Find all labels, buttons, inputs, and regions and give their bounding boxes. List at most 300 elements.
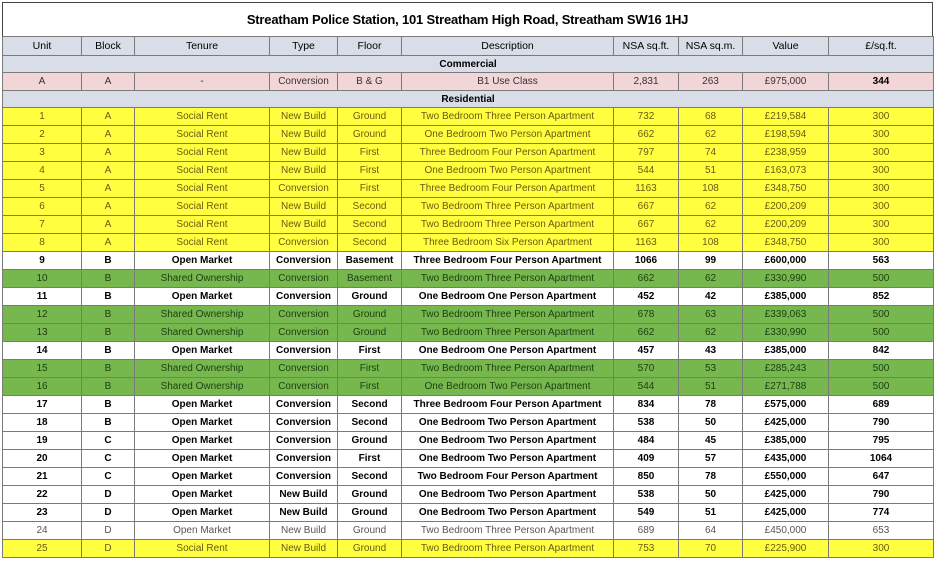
- cell-nsa-sqft: 834: [614, 396, 679, 414]
- cell-block: B: [82, 306, 135, 324]
- cell-tenure: Social Rent: [135, 108, 270, 126]
- cell-floor: First: [338, 450, 402, 468]
- table-row: [3, 234, 934, 252]
- cell-block: B: [82, 414, 135, 432]
- cell-unit: 3: [3, 144, 82, 162]
- cell-description: Three Bedroom Four Person Apartment: [402, 180, 614, 198]
- cell-nsa-sqft: 662: [614, 324, 679, 342]
- cell-value: £575,000: [743, 396, 829, 414]
- cell-nsa-sqm: 108: [679, 180, 743, 198]
- cell-description: One Bedroom Two Person Apartment: [402, 504, 614, 522]
- cell-tenure: Social Rent: [135, 198, 270, 216]
- cell-type: Conversion: [270, 450, 338, 468]
- cell-floor: First: [338, 378, 402, 396]
- cell-nsa-sqm: 45: [679, 432, 743, 450]
- table-row: [3, 126, 934, 144]
- table-row: [3, 180, 934, 198]
- cell-price-per-sqft: 563: [829, 252, 934, 270]
- cell-price-per-sqft: 300: [829, 108, 934, 126]
- cell-value: £163,073: [743, 162, 829, 180]
- cell-floor: Basement: [338, 252, 402, 270]
- cell-floor: First: [338, 360, 402, 378]
- cell-floor: Ground: [338, 108, 402, 126]
- cell-floor: Ground: [338, 288, 402, 306]
- cell-nsa-sqm: 68: [679, 108, 743, 126]
- cell-price-per-sqft: 842: [829, 342, 934, 360]
- cell-description: Three Bedroom Four Person Apartment: [402, 396, 614, 414]
- cell-nsa-sqm: 263: [679, 73, 743, 91]
- table-row: [3, 270, 934, 288]
- cell-value: £330,990: [743, 270, 829, 288]
- cell-unit: 15: [3, 360, 82, 378]
- cell-tenure: Open Market: [135, 342, 270, 360]
- col-header-description: Description: [402, 37, 614, 56]
- cell-nsa-sqm: 108: [679, 234, 743, 252]
- table-row: [3, 468, 934, 486]
- table-row: [3, 198, 934, 216]
- cell-unit: 17: [3, 396, 82, 414]
- cell-type: New Build: [270, 216, 338, 234]
- cell-unit: 6: [3, 198, 82, 216]
- cell-tenure: Social Rent: [135, 144, 270, 162]
- cell-unit: 1: [3, 108, 82, 126]
- schedule-table: [2, 36, 934, 558]
- cell-description: Three Bedroom Four Person Apartment: [402, 252, 614, 270]
- cell-description: Two Bedroom Three Person Apartment: [402, 306, 614, 324]
- cell-nsa-sqm: 50: [679, 414, 743, 432]
- table-row: [3, 504, 934, 522]
- cell-block: A: [82, 73, 135, 91]
- cell-unit: 19: [3, 432, 82, 450]
- cell-description: Two Bedroom Three Person Apartment: [402, 216, 614, 234]
- cell-tenure: Open Market: [135, 468, 270, 486]
- cell-value: £219,584: [743, 108, 829, 126]
- cell-type: New Build: [270, 522, 338, 540]
- cell-floor: Ground: [338, 432, 402, 450]
- table-row: [3, 522, 934, 540]
- cell-description: Two Bedroom Three Person Apartment: [402, 324, 614, 342]
- cell-unit: 22: [3, 486, 82, 504]
- cell-block: A: [82, 108, 135, 126]
- cell-price-per-sqft: 300: [829, 144, 934, 162]
- cell-floor: Second: [338, 396, 402, 414]
- cell-floor: First: [338, 180, 402, 198]
- cell-block: A: [82, 198, 135, 216]
- valuation-schedule: [2, 2, 933, 558]
- cell-value: £225,900: [743, 540, 829, 558]
- col-header-block: Block: [82, 37, 135, 56]
- cell-tenure: Social Rent: [135, 180, 270, 198]
- cell-unit: 21: [3, 468, 82, 486]
- cell-block: A: [82, 216, 135, 234]
- cell-type: New Build: [270, 198, 338, 216]
- cell-floor: Ground: [338, 486, 402, 504]
- col-header-value: Value: [743, 37, 829, 56]
- cell-value: £385,000: [743, 432, 829, 450]
- cell-value: £330,990: [743, 324, 829, 342]
- cell-value: £385,000: [743, 288, 829, 306]
- cell-nsa-sqm: 74: [679, 144, 743, 162]
- cell-description: Two Bedroom Four Person Apartment: [402, 468, 614, 486]
- cell-price-per-sqft: 1064: [829, 450, 934, 468]
- cell-nsa-sqft: 570: [614, 360, 679, 378]
- cell-tenure: Shared Ownership: [135, 270, 270, 288]
- cell-price-per-sqft: 653: [829, 522, 934, 540]
- cell-type: Conversion: [270, 73, 338, 91]
- cell-value: £198,594: [743, 126, 829, 144]
- cell-unit: 14: [3, 342, 82, 360]
- cell-tenure: Open Market: [135, 522, 270, 540]
- cell-tenure: Open Market: [135, 432, 270, 450]
- cell-floor: Ground: [338, 522, 402, 540]
- cell-floor: Second: [338, 414, 402, 432]
- cell-nsa-sqm: 62: [679, 126, 743, 144]
- cell-price-per-sqft: 300: [829, 234, 934, 252]
- cell-price-per-sqft: 500: [829, 324, 934, 342]
- cell-description: One Bedroom Two Person Apartment: [402, 432, 614, 450]
- cell-price-per-sqft: 647: [829, 468, 934, 486]
- cell-price-per-sqft: 344: [829, 73, 934, 91]
- cell-unit: 24: [3, 522, 82, 540]
- cell-nsa-sqm: 51: [679, 162, 743, 180]
- cell-tenure: Shared Ownership: [135, 306, 270, 324]
- cell-floor: B & G: [338, 73, 402, 91]
- cell-value: £425,000: [743, 486, 829, 504]
- cell-value: £385,000: [743, 342, 829, 360]
- cell-type: New Build: [270, 162, 338, 180]
- cell-type: Conversion: [270, 288, 338, 306]
- cell-price-per-sqft: 500: [829, 306, 934, 324]
- cell-unit: A: [3, 73, 82, 91]
- cell-block: B: [82, 288, 135, 306]
- cell-value: £425,000: [743, 504, 829, 522]
- cell-value: £550,000: [743, 468, 829, 486]
- cell-type: Conversion: [270, 378, 338, 396]
- cell-floor: Basement: [338, 270, 402, 288]
- cell-nsa-sqft: 678: [614, 306, 679, 324]
- cell-block: B: [82, 324, 135, 342]
- cell-description: Two Bedroom Three Person Apartment: [402, 540, 614, 558]
- col-header-nsa-sqft: NSA sq.ft.: [614, 37, 679, 56]
- cell-description: Two Bedroom Three Person Apartment: [402, 522, 614, 540]
- cell-description: Two Bedroom Three Person Apartment: [402, 108, 614, 126]
- cell-description: One Bedroom Two Person Apartment: [402, 126, 614, 144]
- cell-nsa-sqft: 662: [614, 126, 679, 144]
- col-header-floor: Floor: [338, 37, 402, 56]
- cell-nsa-sqm: 78: [679, 468, 743, 486]
- cell-value: £348,750: [743, 180, 829, 198]
- cell-unit: 7: [3, 216, 82, 234]
- cell-type: Conversion: [270, 324, 338, 342]
- table-row: [3, 360, 934, 378]
- cell-floor: Second: [338, 216, 402, 234]
- cell-nsa-sqm: 63: [679, 306, 743, 324]
- cell-unit: 23: [3, 504, 82, 522]
- section-label: Residential: [3, 91, 934, 108]
- table-row: [3, 540, 934, 558]
- cell-type: Conversion: [270, 360, 338, 378]
- cell-floor: Ground: [338, 504, 402, 522]
- cell-value: £200,209: [743, 198, 829, 216]
- cell-price-per-sqft: 689: [829, 396, 934, 414]
- cell-description: One Bedroom One Person Apartment: [402, 288, 614, 306]
- cell-tenure: Shared Ownership: [135, 360, 270, 378]
- cell-price-per-sqft: 500: [829, 378, 934, 396]
- cell-description: B1 Use Class: [402, 73, 614, 91]
- cell-nsa-sqft: 662: [614, 270, 679, 288]
- cell-unit: 2: [3, 126, 82, 144]
- cell-tenure: Open Market: [135, 396, 270, 414]
- cell-tenure: Shared Ownership: [135, 324, 270, 342]
- cell-unit: 12: [3, 306, 82, 324]
- cell-unit: 5: [3, 180, 82, 198]
- cell-nsa-sqft: 753: [614, 540, 679, 558]
- table-row: [3, 414, 934, 432]
- col-header-nsa-sqm: NSA sq.m.: [679, 37, 743, 56]
- cell-value: £238,959: [743, 144, 829, 162]
- table-row: [3, 486, 934, 504]
- cell-floor: Second: [338, 198, 402, 216]
- cell-tenure: Open Market: [135, 288, 270, 306]
- table-row: [3, 73, 934, 91]
- cell-nsa-sqft: 1163: [614, 180, 679, 198]
- section-label: Commercial: [3, 56, 934, 73]
- section-residential: [3, 91, 934, 108]
- cell-tenure: Open Market: [135, 414, 270, 432]
- cell-nsa-sqm: 51: [679, 504, 743, 522]
- cell-description: Two Bedroom Three Person Apartment: [402, 360, 614, 378]
- cell-tenure: Shared Ownership: [135, 378, 270, 396]
- cell-type: Conversion: [270, 252, 338, 270]
- cell-block: D: [82, 522, 135, 540]
- cell-block: B: [82, 378, 135, 396]
- cell-nsa-sqm: 62: [679, 216, 743, 234]
- cell-block: C: [82, 468, 135, 486]
- cell-value: £425,000: [743, 414, 829, 432]
- cell-nsa-sqft: 452: [614, 288, 679, 306]
- cell-block: B: [82, 252, 135, 270]
- cell-type: New Build: [270, 504, 338, 522]
- cell-block: D: [82, 504, 135, 522]
- cell-value: £339,063: [743, 306, 829, 324]
- cell-nsa-sqft: 549: [614, 504, 679, 522]
- cell-block: C: [82, 432, 135, 450]
- cell-price-per-sqft: 300: [829, 216, 934, 234]
- table-row: [3, 324, 934, 342]
- cell-price-per-sqft: 300: [829, 540, 934, 558]
- cell-floor: First: [338, 144, 402, 162]
- cell-unit: 16: [3, 378, 82, 396]
- cell-description: One Bedroom Two Person Apartment: [402, 162, 614, 180]
- cell-floor: Ground: [338, 540, 402, 558]
- cell-type: New Build: [270, 108, 338, 126]
- cell-type: Conversion: [270, 306, 338, 324]
- table-row: [3, 144, 934, 162]
- cell-nsa-sqft: 1163: [614, 234, 679, 252]
- section-commercial: [3, 56, 934, 73]
- table-row: [3, 306, 934, 324]
- cell-price-per-sqft: 852: [829, 288, 934, 306]
- cell-unit: 25: [3, 540, 82, 558]
- cell-block: D: [82, 486, 135, 504]
- cell-nsa-sqm: 53: [679, 360, 743, 378]
- cell-nsa-sqft: 538: [614, 414, 679, 432]
- cell-nsa-sqm: 62: [679, 270, 743, 288]
- cell-block: B: [82, 360, 135, 378]
- cell-nsa-sqft: 1066: [614, 252, 679, 270]
- cell-tenure: Social Rent: [135, 126, 270, 144]
- cell-unit: 20: [3, 450, 82, 468]
- cell-price-per-sqft: 790: [829, 486, 934, 504]
- cell-nsa-sqft: 850: [614, 468, 679, 486]
- table-row: [3, 252, 934, 270]
- cell-nsa-sqft: 409: [614, 450, 679, 468]
- table-row: [3, 108, 934, 126]
- cell-description: Three Bedroom Four Person Apartment: [402, 144, 614, 162]
- cell-nsa-sqft: 2,831: [614, 73, 679, 91]
- cell-block: A: [82, 180, 135, 198]
- cell-value: £271,788: [743, 378, 829, 396]
- col-header-price-per-sqft: £/sq.ft.: [829, 37, 934, 56]
- cell-nsa-sqft: 689: [614, 522, 679, 540]
- col-header-tenure: Tenure: [135, 37, 270, 56]
- cell-price-per-sqft: 300: [829, 198, 934, 216]
- cell-floor: First: [338, 342, 402, 360]
- cell-nsa-sqm: 51: [679, 378, 743, 396]
- cell-description: One Bedroom Two Person Apartment: [402, 486, 614, 504]
- table-row: [3, 288, 934, 306]
- cell-block: A: [82, 144, 135, 162]
- cell-description: One Bedroom Two Person Apartment: [402, 378, 614, 396]
- cell-unit: 4: [3, 162, 82, 180]
- cell-unit: 11: [3, 288, 82, 306]
- cell-type: Conversion: [270, 180, 338, 198]
- cell-value: £285,243: [743, 360, 829, 378]
- table-row: [3, 450, 934, 468]
- cell-nsa-sqft: 667: [614, 198, 679, 216]
- cell-type: Conversion: [270, 432, 338, 450]
- cell-type: New Build: [270, 486, 338, 504]
- cell-floor: Second: [338, 468, 402, 486]
- cell-nsa-sqft: 544: [614, 378, 679, 396]
- cell-nsa-sqm: 99: [679, 252, 743, 270]
- cell-type: New Build: [270, 540, 338, 558]
- cell-description: Two Bedroom Three Person Apartment: [402, 270, 614, 288]
- cell-tenure: Social Rent: [135, 162, 270, 180]
- cell-block: B: [82, 270, 135, 288]
- cell-type: Conversion: [270, 414, 338, 432]
- cell-floor: Ground: [338, 324, 402, 342]
- cell-type: New Build: [270, 126, 338, 144]
- cell-description: One Bedroom One Person Apartment: [402, 342, 614, 360]
- cell-description: Three Bedroom Six Person Apartment: [402, 234, 614, 252]
- cell-value: £600,000: [743, 252, 829, 270]
- cell-price-per-sqft: 500: [829, 270, 934, 288]
- cell-tenure: Social Rent: [135, 216, 270, 234]
- table-row: [3, 342, 934, 360]
- table-row: [3, 378, 934, 396]
- table-row: [3, 432, 934, 450]
- cell-nsa-sqm: 78: [679, 396, 743, 414]
- cell-nsa-sqft: 457: [614, 342, 679, 360]
- cell-tenure: Open Market: [135, 252, 270, 270]
- cell-block: C: [82, 450, 135, 468]
- cell-block: B: [82, 342, 135, 360]
- cell-price-per-sqft: 300: [829, 162, 934, 180]
- cell-floor: First: [338, 162, 402, 180]
- cell-nsa-sqft: 484: [614, 432, 679, 450]
- cell-description: One Bedroom Two Person Apartment: [402, 450, 614, 468]
- cell-price-per-sqft: 300: [829, 180, 934, 198]
- schedule-title: Streatham Police Station, 101 Streatham High Road, Streatham SW16 1HJ: [2, 2, 933, 36]
- cell-price-per-sqft: 795: [829, 432, 934, 450]
- cell-price-per-sqft: 790: [829, 414, 934, 432]
- cell-unit: 10: [3, 270, 82, 288]
- cell-nsa-sqm: 43: [679, 342, 743, 360]
- cell-unit: 9: [3, 252, 82, 270]
- cell-type: Conversion: [270, 234, 338, 252]
- cell-price-per-sqft: 500: [829, 360, 934, 378]
- cell-value: £348,750: [743, 234, 829, 252]
- cell-floor: Ground: [338, 306, 402, 324]
- cell-type: Conversion: [270, 396, 338, 414]
- cell-tenure: Open Market: [135, 504, 270, 522]
- cell-floor: Ground: [338, 126, 402, 144]
- cell-tenure: Open Market: [135, 450, 270, 468]
- col-header-unit: Unit: [3, 37, 82, 56]
- cell-block: D: [82, 540, 135, 558]
- cell-type: Conversion: [270, 468, 338, 486]
- table-row: [3, 162, 934, 180]
- cell-description: Two Bedroom Three Person Apartment: [402, 198, 614, 216]
- cell-nsa-sqm: 64: [679, 522, 743, 540]
- cell-block: A: [82, 162, 135, 180]
- cell-value: £200,209: [743, 216, 829, 234]
- cell-nsa-sqm: 57: [679, 450, 743, 468]
- cell-unit: 13: [3, 324, 82, 342]
- cell-tenure: Social Rent: [135, 234, 270, 252]
- cell-nsa-sqm: 70: [679, 540, 743, 558]
- cell-nsa-sqft: 732: [614, 108, 679, 126]
- cell-type: New Build: [270, 144, 338, 162]
- cell-block: A: [82, 126, 135, 144]
- cell-nsa-sqm: 62: [679, 198, 743, 216]
- cell-price-per-sqft: 774: [829, 504, 934, 522]
- table-row: [3, 216, 934, 234]
- cell-type: Conversion: [270, 342, 338, 360]
- cell-unit: 18: [3, 414, 82, 432]
- cell-price-per-sqft: 300: [829, 126, 934, 144]
- cell-block: A: [82, 234, 135, 252]
- cell-nsa-sqft: 667: [614, 216, 679, 234]
- cell-tenure: Open Market: [135, 486, 270, 504]
- cell-nsa-sqft: 538: [614, 486, 679, 504]
- cell-nsa-sqft: 797: [614, 144, 679, 162]
- cell-nsa-sqm: 42: [679, 288, 743, 306]
- cell-description: One Bedroom Two Person Apartment: [402, 414, 614, 432]
- cell-nsa-sqft: 544: [614, 162, 679, 180]
- col-header-type: Type: [270, 37, 338, 56]
- cell-tenure: Social Rent: [135, 540, 270, 558]
- header-row: [3, 37, 934, 56]
- cell-nsa-sqm: 50: [679, 486, 743, 504]
- cell-nsa-sqm: 62: [679, 324, 743, 342]
- cell-tenure: -: [135, 73, 270, 91]
- cell-value: £450,000: [743, 522, 829, 540]
- cell-value: £435,000: [743, 450, 829, 468]
- cell-value: £975,000: [743, 73, 829, 91]
- cell-type: Conversion: [270, 270, 338, 288]
